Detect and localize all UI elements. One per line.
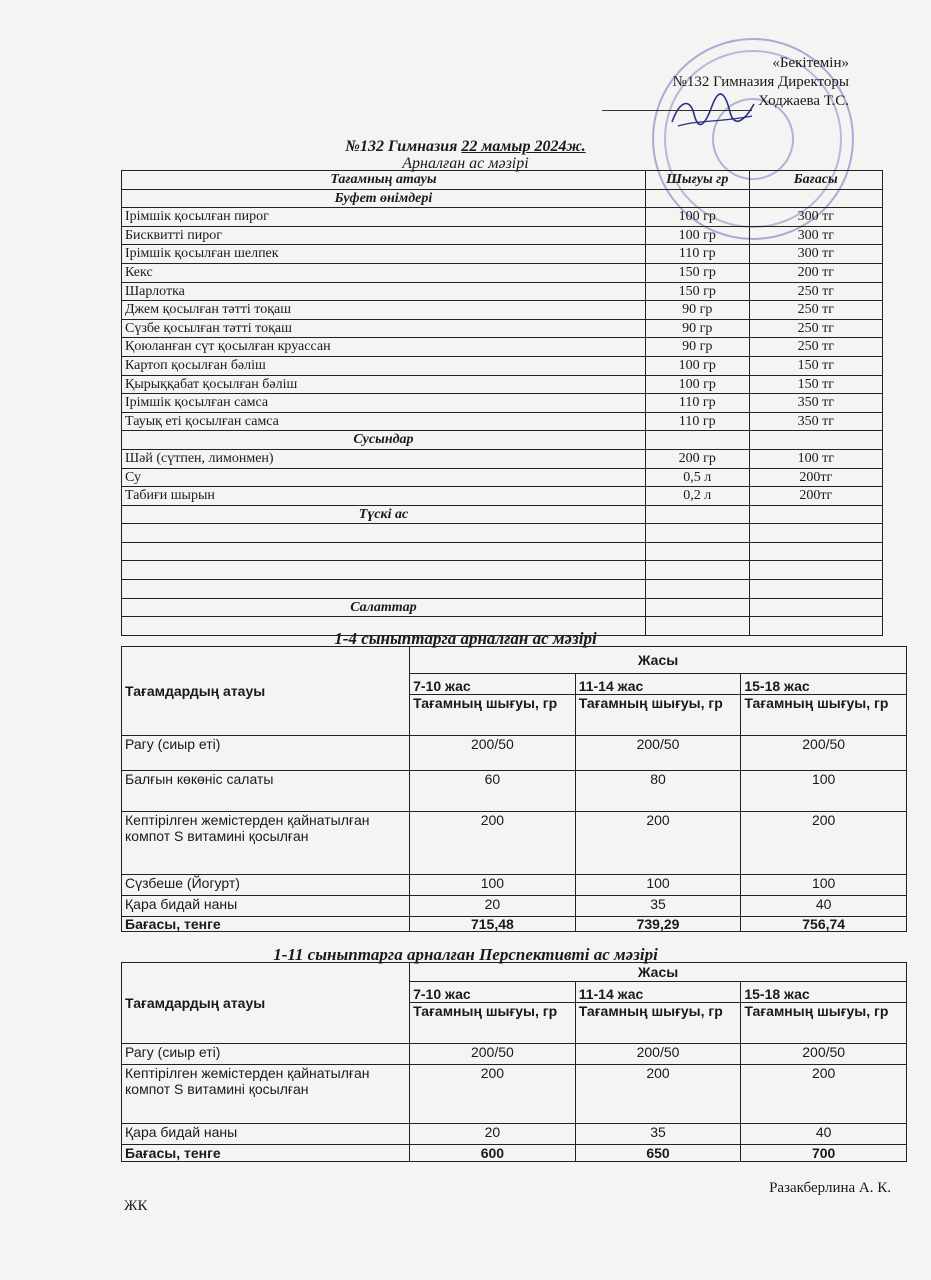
buffet-item-yield: 110 гр [645,412,749,431]
menu1-dish-value: 200/50 [410,736,576,771]
buffet-item-name: Ірімшік қосылған пирог [122,208,646,227]
menu2-dish-value: 35 [575,1124,741,1145]
buffet-item-price: 150 тг [749,356,882,375]
buffet-item-price: 300 тг [749,208,882,227]
menu2-dish-value: 200 [575,1065,741,1124]
menu1-dish-value: 100 [575,875,741,896]
buffet-item-yield: 100 гр [645,226,749,245]
buffet-item-name: Ірімшік қосылған шелпек [122,245,646,264]
menu2-yield-header-2: Тағамның шығуы, гр [741,1003,907,1044]
drink-item-name: Су [122,468,646,487]
buffet-item-name: Картоп қосылған бәліш [122,356,646,375]
menu2-age-1: 11-14 жас [575,982,741,1003]
buffet-item-price: 250 тг [749,319,882,338]
buffet-item-row [122,338,883,357]
buffet-item-name: Қоюланған сүт қосылған круассан [122,338,646,357]
buffet-item-name: Кекс [122,263,646,282]
drink-item-yield: 0,5 л [645,468,749,487]
menu2-price-label: Бағасы, тенге [122,1145,410,1162]
approval-block [602,54,849,111]
col-price-header: Бағасы [749,171,882,190]
menu2-dish-row [122,1065,907,1124]
drink-item-name: Табиғи шырын [122,487,646,506]
menu1-dish-value: 80 [575,771,741,812]
buffet-item-name: Тауық еті қосылған самса [122,412,646,431]
menu1-dish-value: 20 [410,896,576,917]
menu1-dish-value: 100 [741,771,907,812]
buffet-item-yield: 110 гр [645,394,749,413]
section-row [122,189,883,208]
title-date: 22 мамыр 2024ж. [461,138,586,155]
buffet-header-row [122,171,883,190]
menu2-yield-header-0: Тағамның шығуы, гр [410,1003,576,1044]
menu1-dish-row [122,896,907,917]
section-buffet-products: Буфет өнімдері [122,189,646,208]
menu2-price-0: 600 [410,1145,576,1162]
buffet-item-row [122,263,883,282]
menu2-title: 1-11 сыныптарга арналған Перспективті ас мәзірі [273,945,658,964]
buffet-item-yield: 90 гр [645,338,749,357]
buffet-item-name: Бисквитті пирог [122,226,646,245]
menu1-dish-value: 200/50 [575,736,741,771]
menu2-dish-name: Рагу (сиыр еті) [122,1044,410,1065]
buffet-item-yield: 150 гр [645,263,749,282]
menu2-dish-row [122,1124,907,1145]
title-prefix: №132 Гимназия [345,138,462,155]
buffet-item-yield: 100 гр [645,356,749,375]
section-lunch: Түскі ас [122,505,646,524]
section-salads: Салаттар [122,598,646,617]
buffet-item-row [122,394,883,413]
empty-row [122,561,883,580]
menu2-dish-value: 200/50 [741,1044,907,1065]
menu2-dish-value: 200/50 [575,1044,741,1065]
drink-item-yield: 200 гр [645,449,749,468]
drink-item-price: 100 тг [749,449,882,468]
buffet-item-yield: 90 гр [645,301,749,320]
menu2-age-0: 7-10 жас [410,982,576,1003]
drink-item-row [122,468,883,487]
drink-item-price: 200тг [749,487,882,506]
drink-item-name: Шәй (сүтпен, лимонмен) [122,449,646,468]
buffet-item-price: 300 тг [749,245,882,264]
buffet-item-name: Сүзбе қосылған тәтті тоқаш [122,319,646,338]
section-row [122,505,883,524]
signature-line [602,96,752,111]
menu1-dish-row [122,736,907,771]
page-title [0,138,931,156]
buffet-item-price: 250 тг [749,301,882,320]
menu1-yield-header-0: Тағамның шығуы, гр [410,695,576,736]
menu1-dish-name: Кептірілген жемістерден қайнатылған компот S витамині қосылған [122,812,410,875]
empty-row [122,542,883,561]
buffet-item-row [122,208,883,227]
menu2-yield-header-1: Тағамның шығуы, гр [575,1003,741,1044]
menu2-dish-value: 40 [741,1124,907,1145]
buffet-item-row [122,356,883,375]
buffet-item-yield: 150 гр [645,282,749,301]
menu1-age-1: 11-14 жас [575,674,741,695]
section-row [122,431,883,450]
buffet-item-row [122,301,883,320]
menu1-age-0: 7-10 жас [410,674,576,695]
buffet-item-row [122,245,883,264]
menu1-dish-value: 100 [410,875,576,896]
buffet-item-price: 200 тг [749,263,882,282]
buffet-item-yield: 90 гр [645,319,749,338]
buffet-item-price: 150 тг [749,375,882,394]
buffet-item-name: Шарлотка [122,282,646,301]
page-subtitle: Арналған ас мәзірі [402,155,529,172]
buffet-item-name: Джем қосылған тәтті тоқаш [122,301,646,320]
menu1-dish-row [122,875,907,896]
menu2-dish-name: Қара бидай наны [122,1124,410,1145]
menu1-dish-name: Сүзбеше (Йогурт) [122,875,410,896]
menu1-price-0: 715,48 [410,917,576,932]
menu2-dish-value: 200 [410,1065,576,1124]
buffet-item-name: Ірімшік қосылған самса [122,394,646,413]
menu1-dish-name: Қара бидай наны [122,896,410,917]
menu1-col-name: Тағамдардың атауы [122,647,410,736]
menu2-price-2: 700 [741,1145,907,1162]
drink-item-yield: 0,2 л [645,487,749,506]
menu1-col-age: Жасы [410,647,907,674]
buffet-item-price: 250 тг [749,338,882,357]
menu1-yield-header-1: Тағамның шығуы, гр [575,695,741,736]
footer-initials: ЖК [124,1198,148,1214]
menu2-dish-name: Кептірілген жемістерден қайнатылған компот S витамині қосылған [122,1065,410,1124]
menu1-dish-name: Балғын көкөніс салаты [122,771,410,812]
menu2-col-name: Тағамдардың атауы [122,963,410,1044]
menu2-age-2: 15-18 жас [741,982,907,1003]
empty-row [122,580,883,599]
section-drinks: Сусындар [122,431,646,450]
buffet-item-name: Қырыққабат қосылған бәліш [122,375,646,394]
drink-item-row [122,487,883,506]
menu2-col-age: Жасы [410,963,907,982]
menu1-dish-value: 100 [741,875,907,896]
menu1-dish-value: 60 [410,771,576,812]
menu1-title: 1-4 сыныптарга арналған ас мәзірі [334,629,597,648]
section-row [122,598,883,617]
drink-item-price: 200тг [749,468,882,487]
approval-line-3: Ходжаева Т.С. [758,93,849,109]
menu2-price-1: 650 [575,1145,741,1162]
approval-line-1: «Бекітемін» [772,55,849,71]
buffet-item-yield: 100 гр [645,208,749,227]
menu1-dish-row [122,771,907,812]
menu1-dish-value: 200 [575,812,741,875]
menu1-price-label: Бағасы, тенге [122,917,410,932]
buffet-item-price: 300 тг [749,226,882,245]
col-name-header: Тағамның атауы [122,171,646,190]
buffet-item-row [122,319,883,338]
buffet-item-row [122,375,883,394]
menu2-dish-value: 200 [741,1065,907,1124]
buffet-item-price: 250 тг [749,282,882,301]
menu1-price-2: 756,74 [741,917,907,932]
menu1-dish-value: 200/50 [741,736,907,771]
menu1-dish-name: Рагу (сиыр еті) [122,736,410,771]
menu1-dish-value: 35 [575,896,741,917]
empty-row [122,524,883,543]
menu2-dish-row [122,1044,907,1065]
footer-signatory: Разакберлина А. К. [769,1180,891,1196]
menu2-dish-value: 20 [410,1124,576,1145]
menu1-dish-value: 200 [410,812,576,875]
menu2-price-row [122,1145,907,1162]
buffet-item-row [122,412,883,431]
menu1-yield-header-2: Тағамның шығуы, гр [741,695,907,736]
buffet-item-yield: 100 гр [645,375,749,394]
menu1-dish-value: 200 [741,812,907,875]
menu1-dish-value: 40 [741,896,907,917]
buffet-item-row [122,282,883,301]
col-yield-header: Шығуы гр [645,171,749,190]
buffet-table [121,170,883,636]
menu1-price-1: 739,29 [575,917,741,932]
buffet-item-row [122,226,883,245]
drink-item-row [122,449,883,468]
buffet-item-yield: 110 гр [645,245,749,264]
menu1-age-2: 15-18 жас [741,674,907,695]
menu1-price-row [122,917,907,932]
menu2-dish-value: 200/50 [410,1044,576,1065]
approval-line-2: №132 Гимназия Директоры [672,74,849,90]
menu1-table [121,646,907,932]
menu1-dish-row [122,812,907,875]
buffet-item-price: 350 тг [749,412,882,431]
buffet-item-price: 350 тг [749,394,882,413]
menu2-table [121,962,907,1162]
